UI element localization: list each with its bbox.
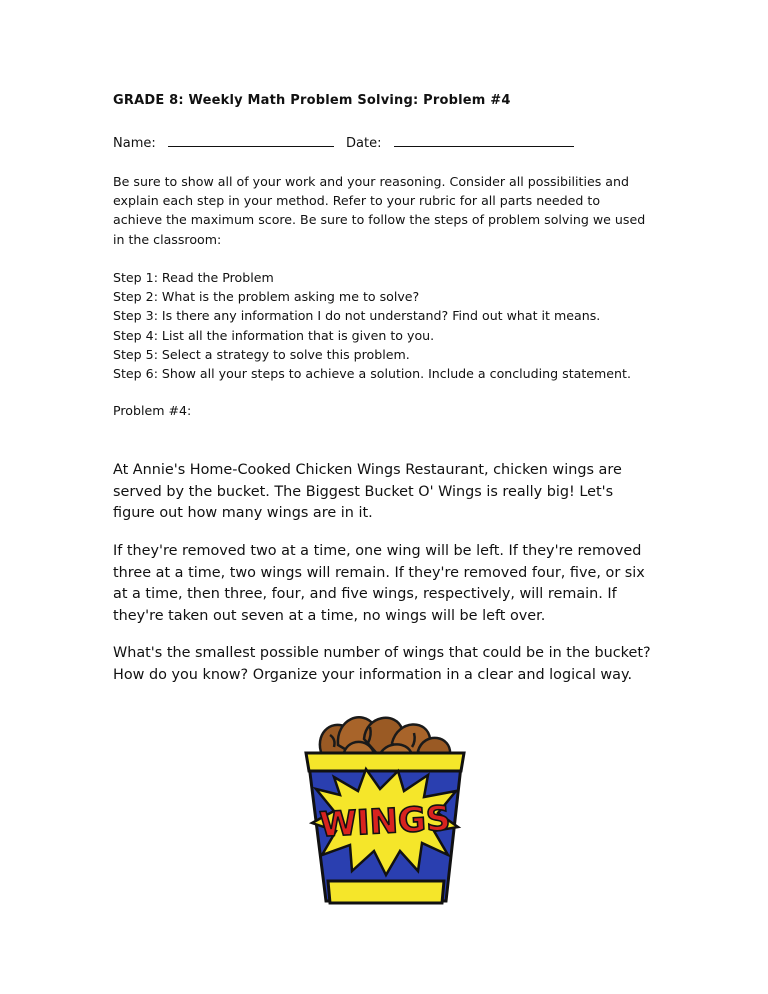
bucket-bottom-band <box>328 881 444 903</box>
step-item: Step 6: Show all your steps to achieve a solution. Include a concluding statement. <box>113 366 631 382</box>
problem-label: Problem #4: <box>113 403 192 418</box>
date-blank[interactable] <box>394 134 574 147</box>
bucket-rim <box>306 753 464 771</box>
name-label: Name: <box>113 136 156 151</box>
wings-bucket-illustration <box>300 705 470 910</box>
step-item: Step 2: What is the problem asking me to solve? <box>113 289 420 305</box>
problem-paragraph: If they're removed two at a time, one wing will be left. If they're removed three at a time, two wings will remain. If they're removed four, five, or six at a time, then three, four, and five wings, respectively, will remain. If they're taken out seven at a time, no wings will be left over. <box>113 543 645 624</box>
step-item: Step 5: Select a strategy to solve this problem. <box>113 346 410 362</box>
date-label: Date: <box>346 136 382 151</box>
name-blank[interactable] <box>168 134 334 147</box>
step-item: Step 4: List all the information that is given to you. <box>113 327 435 343</box>
step-item: Step 1: Read the Problem <box>113 270 274 285</box>
name-date-line <box>113 134 574 151</box>
problem-paragraph: At Annie's Home-Cooked Chicken Wings Restaurant, chicken wings are served by the bucket. The Biggest Bucket O' Wings is really big! Let's figure out how many wings are in it. <box>113 462 622 521</box>
instructions-paragraph: Be sure to show all of your work and your reasoning. Consider all possibilities and explain each step in your method. Refer to your rubric for all parts needed to achieve the maximum score. Be sure to follow the steps of problem solving we used in the classroom: <box>113 174 646 247</box>
problem-paragraph: What's the smallest possible number of wings that could be in the bucket? How do you know? Organize your information in a clear and logical way. <box>113 645 651 683</box>
step-item: Step 3: Is there any information I do not understand? Find out what it means. <box>113 308 601 324</box>
worksheet-title: GRADE 8: Weekly Math Problem Solving: Problem #4 <box>113 93 511 108</box>
steps-list <box>113 268 673 383</box>
bucket-label: WINGS <box>318 798 452 846</box>
